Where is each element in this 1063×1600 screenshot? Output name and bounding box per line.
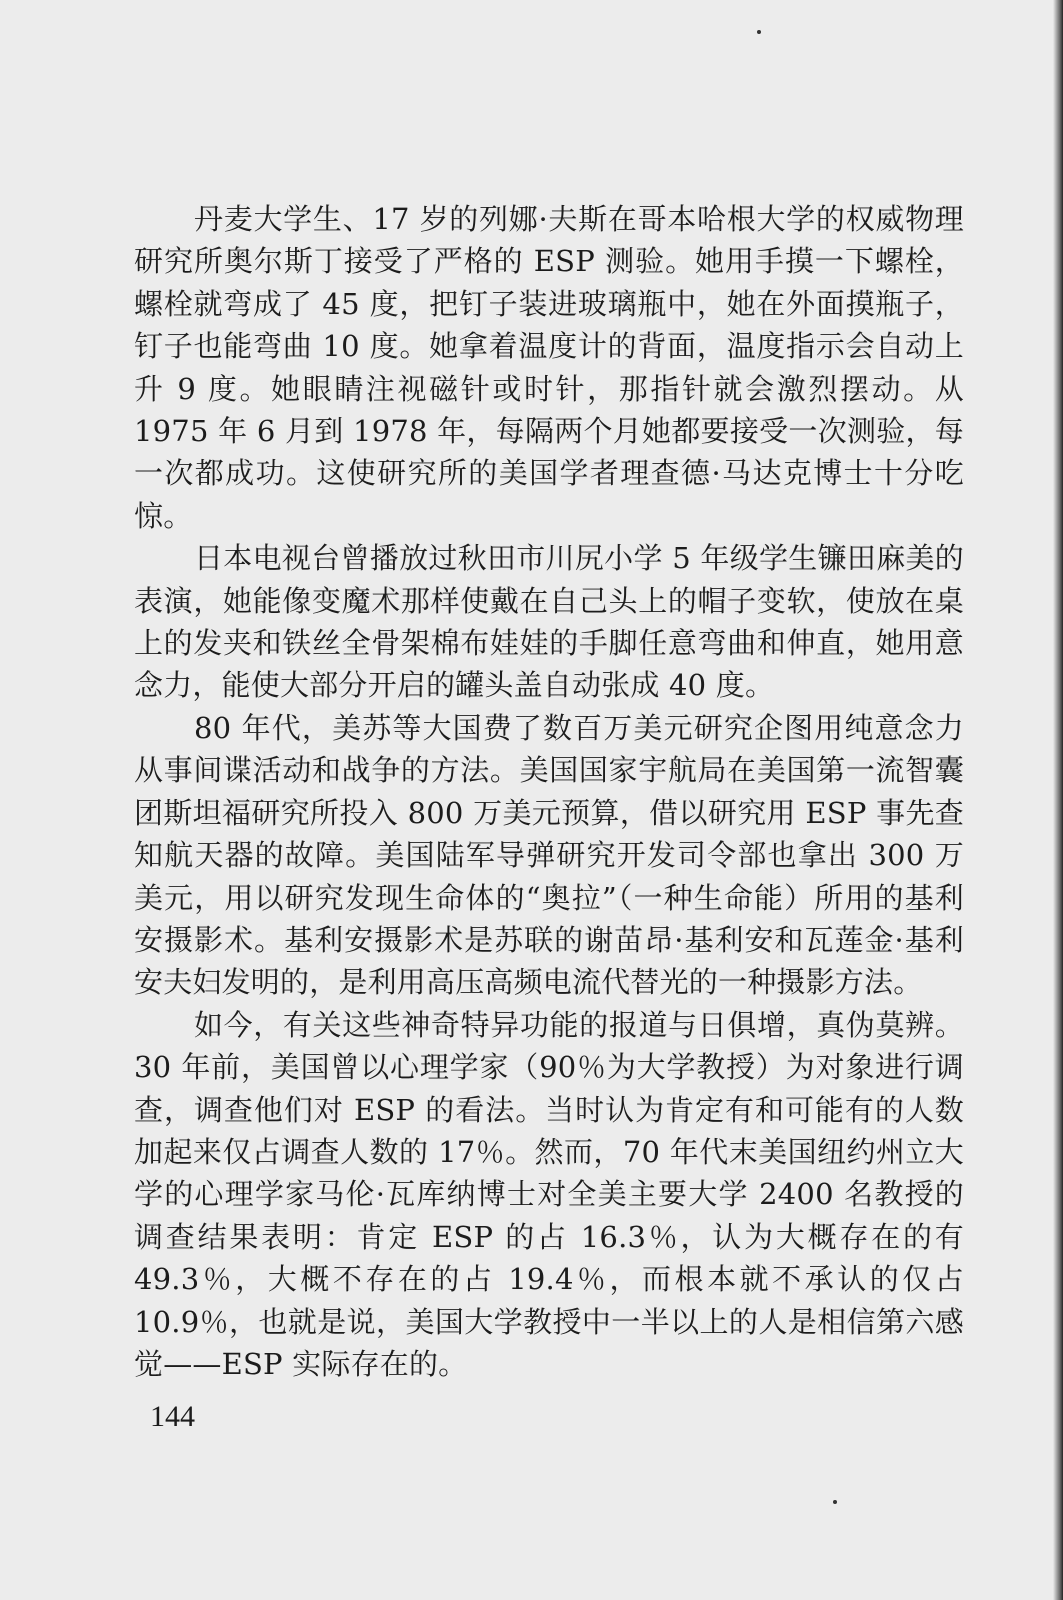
paragraph-3: 80 年代，美苏等大国费了数百万美元研究企图用纯意念力从事间谍活动和战争的方法。美国国家宇航局在美国第一流智囊团斯坦福研究所投入 800 万美元预算，借以研究用 ESP 事先查知航天器的故障。美国陆军导弹研究开发司令部也拿出 300 万美元，用以研究发现生命体的“奥拉”（一种生命能）所用的基利安摄影术。基利安摄影术是苏联的谢苗昂·基利安和瓦莲金·基利安夫妇发明的，是利用高压高频电流代替光的一种摄影方法。 [134, 710, 964, 1000]
scan-speck [833, 1500, 837, 1504]
page-number: 144 [150, 1400, 195, 1433]
page-edge-shadow [1053, 0, 1063, 1600]
paragraph-1: 丹麦大学生、17 岁的列娜·夫斯在哥本哈根大学的权威物理研究所奥尔斯丁接受了严格的 ESP 测验。她用手摸一下螺栓，螺栓就弯成了 45 度，把钉子装进玻璃瓶中，她在外面摸瓶子，钉子也能弯曲 10 度。她拿着温度计的背面，温度指示会自动上升 9 度。她眼睛注视磁针或时针，那指针就会激烈摆动。从 1975 年 6 月到 1978 年，每隔两个月她都要接受一次测验，每一次都成功。这使研究所的美国学者理查德·马达克博士十分吃惊。 [134, 202, 964, 533]
scan-speck [757, 30, 761, 34]
body-text [134, 198, 964, 1385]
paragraph-4: 如今，有关这些神奇特异功能的报道与日俱增，真伪莫辨。30 年前，美国曾以心理学家（90％为大学教授）为对象进行调查，调查他们对 ESP 的看法。当时认为肯定有和可能有的人数加起来仅占调查人数的 17％。然而，70 年代末美国纽约州立大学的心理学家马伦·瓦库纳博士对全美主要大学 2400 名教授的调查结果表明：肯定 ESP 的占 16.3％，认为大概存在的有 49.3％，大概不存在的占 19.4％，而根本就不承认的仅占 10.9％，也就是说，美国大学教授中一半以上的人是相信第六感觉——ESP 实际存在的。 [134, 1007, 964, 1381]
paragraph-2: 日本电视台曾播放过秋田市川尻小学 5 年级学生镰田麻美的表演，她能像变魔术那样使戴在自己头上的帽子变软，使放在桌上的发夹和铁丝全骨架棉布娃娃的手脚任意弯曲和伸直，她用意念力，能使大部分开启的罐头盖自动张成 40 度。 [134, 541, 964, 703]
